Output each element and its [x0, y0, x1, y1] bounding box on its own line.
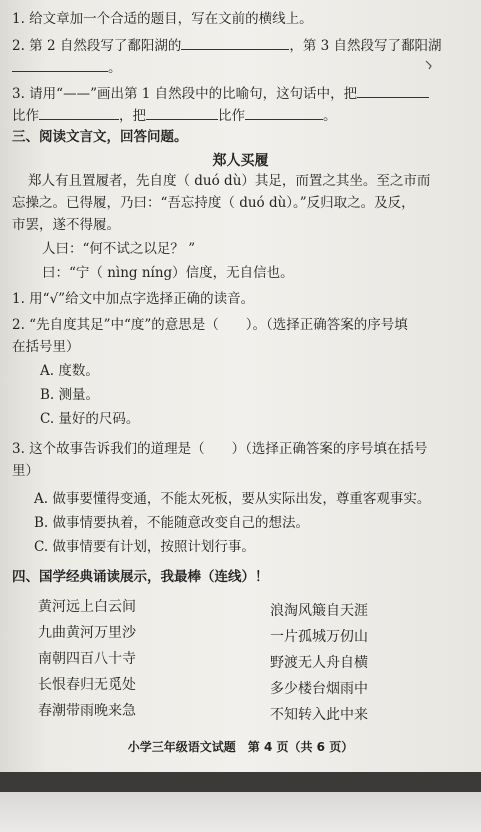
- passage-line-5: 曰：“宁（ nìng níng）信度，无自信也。: [42, 265, 294, 281]
- poem-right-3[interactable]: 野渡无人舟自横: [270, 655, 368, 671]
- poem-right-5[interactable]: 不知转入此中来: [270, 707, 368, 723]
- passage-line-3: 市罢，遂不得履。: [12, 217, 120, 233]
- answer-blank[interactable]: [181, 36, 289, 50]
- passage-line-2: 忘操之。已得履，乃曰：“吾忘持度（ duó dù）。”反归取之。及反，: [12, 195, 415, 211]
- q3-label-b: ，把: [119, 108, 146, 124]
- option-2b: B. 测量。: [40, 387, 100, 403]
- question-3-line2: [12, 106, 471, 126]
- reading-question-3: 3. 这个故事告诉我们的道理是（ ）（选择正确答案的序号填在括号: [12, 441, 428, 457]
- answer-blank[interactable]: [12, 58, 108, 72]
- section-4-heading: 四、国学经典诵读展示，我最棒（连线）！: [12, 569, 269, 585]
- poem-left-3[interactable]: 南朝四百八十寺: [38, 651, 136, 667]
- poem-left-4[interactable]: 长恨春归无觅处: [38, 677, 136, 693]
- poem-left-2[interactable]: 九曲黄河万里沙: [38, 625, 136, 641]
- answer-blank[interactable]: [245, 106, 323, 120]
- poem-left-1[interactable]: 黄河远上白云间: [38, 599, 136, 615]
- answer-blank[interactable]: [39, 106, 119, 120]
- question-2-line2: [12, 58, 471, 78]
- poem-left-5[interactable]: 春潮带雨晚来急: [38, 703, 136, 719]
- section-3-heading: 三、阅读文言文，回答问题。: [12, 129, 188, 145]
- option-2c: C. 量好的尺码。: [40, 411, 140, 427]
- passage-title: 郑人买履: [212, 153, 269, 169]
- page-footer: 小学三年级语文试题 第 4 页（共 6 页）: [127, 740, 354, 754]
- option-3c: C. 做事情要有计划，按照计划行事。: [34, 539, 255, 555]
- poem-right-4[interactable]: 多少楼台烟雨中: [270, 681, 368, 697]
- reading-question-1: 1. 用“√”给文中加点字选择正确的读音。: [12, 291, 255, 307]
- option-2a: A. 度数。: [40, 363, 99, 379]
- answer-blank[interactable]: [146, 106, 218, 120]
- pen-mark-icon: [424, 60, 434, 70]
- passage-line-1: 郑人有且置履者，先自度（ duó dù）其足，而置之其坐。至之市而: [28, 173, 431, 189]
- q3-label-a: 比作: [12, 108, 39, 124]
- question-2-end: 。: [108, 60, 122, 76]
- question-2-prefix: 2. 第 2 自然段写了鄱阳湖的: [12, 38, 182, 54]
- q3-label-d: 。: [323, 108, 337, 124]
- question-1: 1. 给文章加一个合适的题目，写在文前的横线上。: [12, 11, 313, 27]
- question-3-prefix: 3. 请用“——”画出第 1 自然段中的比喻句，这句话中，把: [12, 86, 358, 102]
- question-3: [12, 84, 471, 104]
- question-2-mid: ，第 3 自然段写了鄱阳湖: [289, 38, 442, 54]
- answer-blank[interactable]: [357, 84, 429, 98]
- option-3b: B. 做事情要执着，不能随意改变自己的想法。: [34, 515, 310, 531]
- poem-right-1[interactable]: 浪淘风簸自天涯: [270, 603, 368, 619]
- reading-question-3-line2: 里）: [12, 463, 39, 479]
- reading-question-2-line2: 在括号里）: [12, 339, 80, 355]
- next-page-edge: [0, 792, 481, 832]
- q3-label-c: 比作: [218, 108, 245, 124]
- passage-line-4: 人曰：“何不试之以足？ ”: [42, 241, 196, 257]
- reading-question-2: 2. “先自度其足”中“度”的意思是（ ）。（选择正确答案的序号填: [12, 317, 408, 333]
- poem-right-2[interactable]: 一片孤城万仞山: [270, 629, 368, 645]
- question-2: [12, 36, 471, 56]
- option-3a: A. 做事要懂得变通，不能太死板，要从实际出发，尊重客观事实。: [34, 491, 431, 507]
